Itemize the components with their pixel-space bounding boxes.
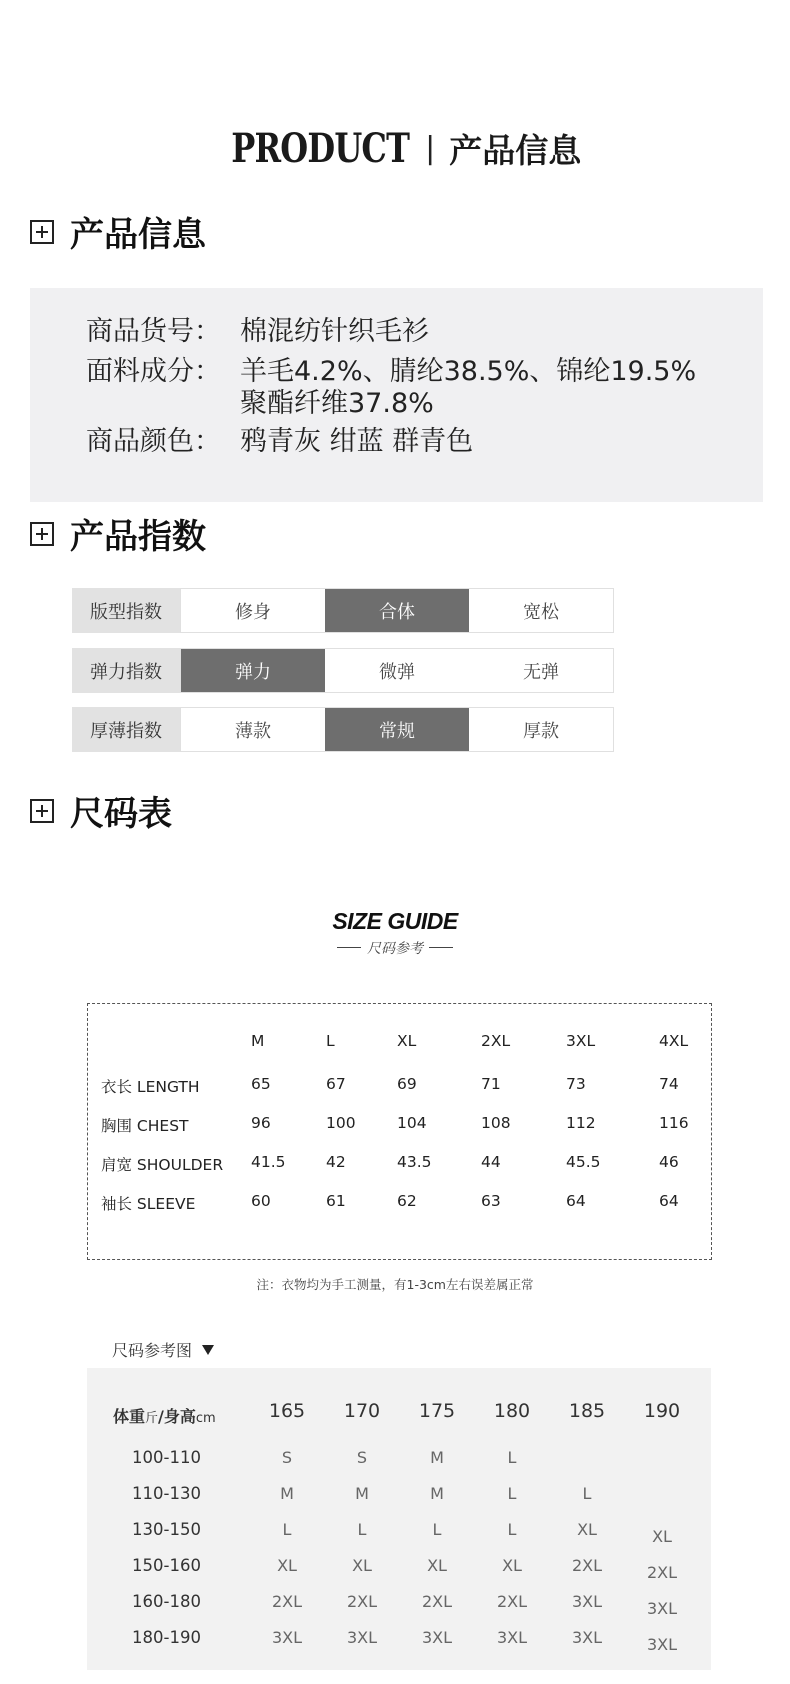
caret-down-icon	[202, 1345, 214, 1355]
measure-name: 袖长 SLEEVE	[101, 1195, 196, 1213]
measure-value: 63	[481, 1192, 501, 1210]
index-option-selected: 弹力	[181, 649, 325, 692]
size-header: 2XL	[481, 1032, 511, 1050]
reference-cell: 3XL	[646, 1599, 678, 1618]
reference-cell: 2XL	[496, 1592, 528, 1611]
size-reference-table	[87, 1368, 711, 1670]
index-row-fit	[72, 588, 614, 633]
plus-square-icon	[30, 220, 54, 244]
weight-range: 130-150	[132, 1520, 201, 1539]
size-reference-label: 尺码参考图	[112, 1338, 214, 1361]
reference-cell: L	[507, 1448, 517, 1467]
reference-cell: S	[356, 1448, 368, 1467]
reference-cell: 3XL	[496, 1628, 528, 1647]
info-row-fabric-cont	[86, 388, 710, 420]
weight-range: 180-190	[132, 1628, 201, 1647]
info-row-item-number	[86, 316, 710, 348]
section-header-size-chart	[30, 786, 172, 835]
size-header: M	[251, 1032, 265, 1050]
index-label: 版型指数	[72, 588, 180, 633]
weight-range: 110-130	[132, 1484, 201, 1503]
measure-value: 108	[481, 1114, 511, 1132]
reference-row	[87, 1448, 711, 1474]
reference-row	[87, 1556, 711, 1582]
index-option: 薄款	[181, 708, 325, 751]
index-option-selected: 常规	[325, 708, 469, 751]
reference-cell: 2XL	[646, 1563, 678, 1582]
reference-cell: L	[582, 1484, 592, 1503]
info-value: 鸦青灰 绀蓝 群青色	[240, 426, 474, 457]
size-table-row	[101, 1114, 701, 1138]
index-label: 弹力指数	[72, 648, 180, 693]
measure-name: 衣长 LENGTH	[101, 1078, 200, 1096]
reference-row	[87, 1484, 711, 1510]
measure-value: 41.5	[251, 1153, 286, 1171]
hero-title-cn: 产品信息	[449, 130, 582, 170]
measure-name: 胸围 CHEST	[101, 1117, 189, 1135]
reference-cell: XL	[652, 1527, 672, 1546]
reference-cell: 3XL	[571, 1592, 603, 1611]
info-label: 面料成分：	[86, 356, 221, 387]
reference-cell: 3XL	[346, 1628, 378, 1647]
section-header-product-index	[30, 509, 206, 558]
reference-cell: XL	[502, 1556, 522, 1575]
size-table-row	[101, 1153, 701, 1177]
measure-value: 62	[397, 1192, 417, 1210]
reference-cell: XL	[277, 1556, 297, 1575]
height-header: 185	[568, 1400, 606, 1422]
info-value: 聚酯纤维37.8%	[240, 388, 434, 419]
reference-cell: 2XL	[271, 1592, 303, 1611]
height-header: 190	[643, 1400, 681, 1422]
size-guide-subtitle: 尺码参考	[0, 938, 790, 958]
measure-value: 112	[566, 1114, 596, 1132]
measure-value: 100	[326, 1114, 356, 1132]
measure-value: 42	[326, 1153, 346, 1171]
index-label: 厚薄指数	[72, 707, 180, 752]
info-value: 棉混纺针织毛衫	[240, 316, 429, 347]
reference-header-label: 体重斤/身高cm	[113, 1407, 216, 1426]
measurement-note: 注：衣物均为手工测量，有1-3cm左右误差属正常	[256, 1277, 534, 1292]
measure-value: 96	[251, 1114, 271, 1132]
index-option: 无弹	[469, 649, 613, 692]
reference-header-row	[87, 1400, 711, 1430]
index-option: 宽松	[469, 589, 613, 632]
size-header: 4XL	[659, 1032, 689, 1050]
size-table-header	[101, 1032, 701, 1056]
info-row-colors	[86, 426, 710, 458]
size-header: L	[326, 1032, 335, 1050]
reference-cell: M	[430, 1448, 444, 1467]
measure-value: 60	[251, 1192, 271, 1210]
index-option-selected: 合体	[325, 589, 469, 632]
reference-cell: M	[430, 1484, 444, 1503]
measure-value: 73	[566, 1075, 586, 1093]
section-title: 尺码表	[70, 794, 172, 834]
reference-cell: 2XL	[571, 1556, 603, 1575]
section-title: 产品指数	[70, 517, 206, 557]
index-row-elasticity	[72, 648, 614, 693]
reference-cell: 3XL	[571, 1628, 603, 1647]
measure-value: 104	[397, 1114, 427, 1132]
measure-value: 67	[326, 1075, 346, 1093]
measure-value: 64	[566, 1192, 586, 1210]
reference-cell: XL	[352, 1556, 372, 1575]
info-row-fabric	[86, 356, 710, 388]
measure-value: 43.5	[397, 1153, 432, 1171]
reference-cell: L	[507, 1484, 517, 1503]
measure-value: 69	[397, 1075, 417, 1093]
reference-row	[87, 1520, 711, 1546]
measure-value: 61	[326, 1192, 346, 1210]
reference-cell: L	[432, 1520, 442, 1539]
reference-cell: M	[355, 1484, 369, 1503]
info-label: 商品颜色：	[86, 426, 221, 457]
size-header: 3XL	[566, 1032, 596, 1050]
info-value: 羊毛4.2%、腈纶38.5%、锦纶19.5%	[240, 356, 697, 387]
measure-value: 44	[481, 1153, 501, 1171]
hero-heading	[0, 118, 790, 178]
hero-title-en: PRODUCT	[231, 124, 409, 172]
weight-range: 150-160	[132, 1556, 201, 1575]
height-header: 175	[418, 1400, 456, 1422]
reference-cell: 3XL	[646, 1635, 678, 1654]
reference-cell: L	[357, 1520, 367, 1539]
measure-value: 65	[251, 1075, 271, 1093]
measure-value: 71	[481, 1075, 501, 1093]
plus-square-icon	[30, 522, 54, 546]
hero-separator: |	[425, 130, 436, 166]
index-option: 修身	[181, 589, 325, 632]
reference-cell: XL	[427, 1556, 447, 1575]
reference-cell: 2XL	[421, 1592, 453, 1611]
size-guide-title: SIZE GUIDE	[332, 908, 458, 934]
reference-cell: M	[280, 1484, 294, 1503]
reference-cell: L	[507, 1520, 517, 1539]
height-header: 165	[268, 1400, 306, 1422]
product-info-panel	[30, 288, 763, 502]
measure-name: 肩宽 SHOULDER	[101, 1156, 224, 1174]
reference-cell: 2XL	[346, 1592, 378, 1611]
section-header-product-info	[30, 207, 206, 256]
weight-range: 160-180	[132, 1592, 201, 1611]
index-row-thickness	[72, 707, 614, 752]
height-header: 180	[493, 1400, 531, 1422]
reference-row	[87, 1592, 711, 1618]
height-header: 170	[343, 1400, 381, 1422]
measure-value: 116	[659, 1114, 689, 1132]
size-table	[87, 1003, 712, 1260]
index-option: 厚款	[469, 708, 613, 751]
measure-value: 64	[659, 1192, 679, 1210]
size-header: XL	[397, 1032, 417, 1050]
size-table-row	[101, 1192, 701, 1216]
reference-row	[87, 1628, 711, 1654]
reference-cell: XL	[577, 1520, 597, 1539]
index-option: 微弹	[325, 649, 469, 692]
reference-cell: 3XL	[271, 1628, 303, 1647]
reference-cell: 3XL	[421, 1628, 453, 1647]
weight-range: 100-110	[132, 1448, 201, 1467]
size-table-row	[101, 1075, 701, 1099]
measure-value: 45.5	[566, 1153, 601, 1171]
section-title: 产品信息	[70, 215, 206, 255]
measure-value: 46	[659, 1153, 679, 1171]
reference-cell: S	[281, 1448, 293, 1467]
info-label: 商品货号：	[86, 316, 221, 347]
plus-square-icon	[30, 799, 54, 823]
reference-cell: L	[282, 1520, 292, 1539]
measure-value: 74	[659, 1075, 679, 1093]
